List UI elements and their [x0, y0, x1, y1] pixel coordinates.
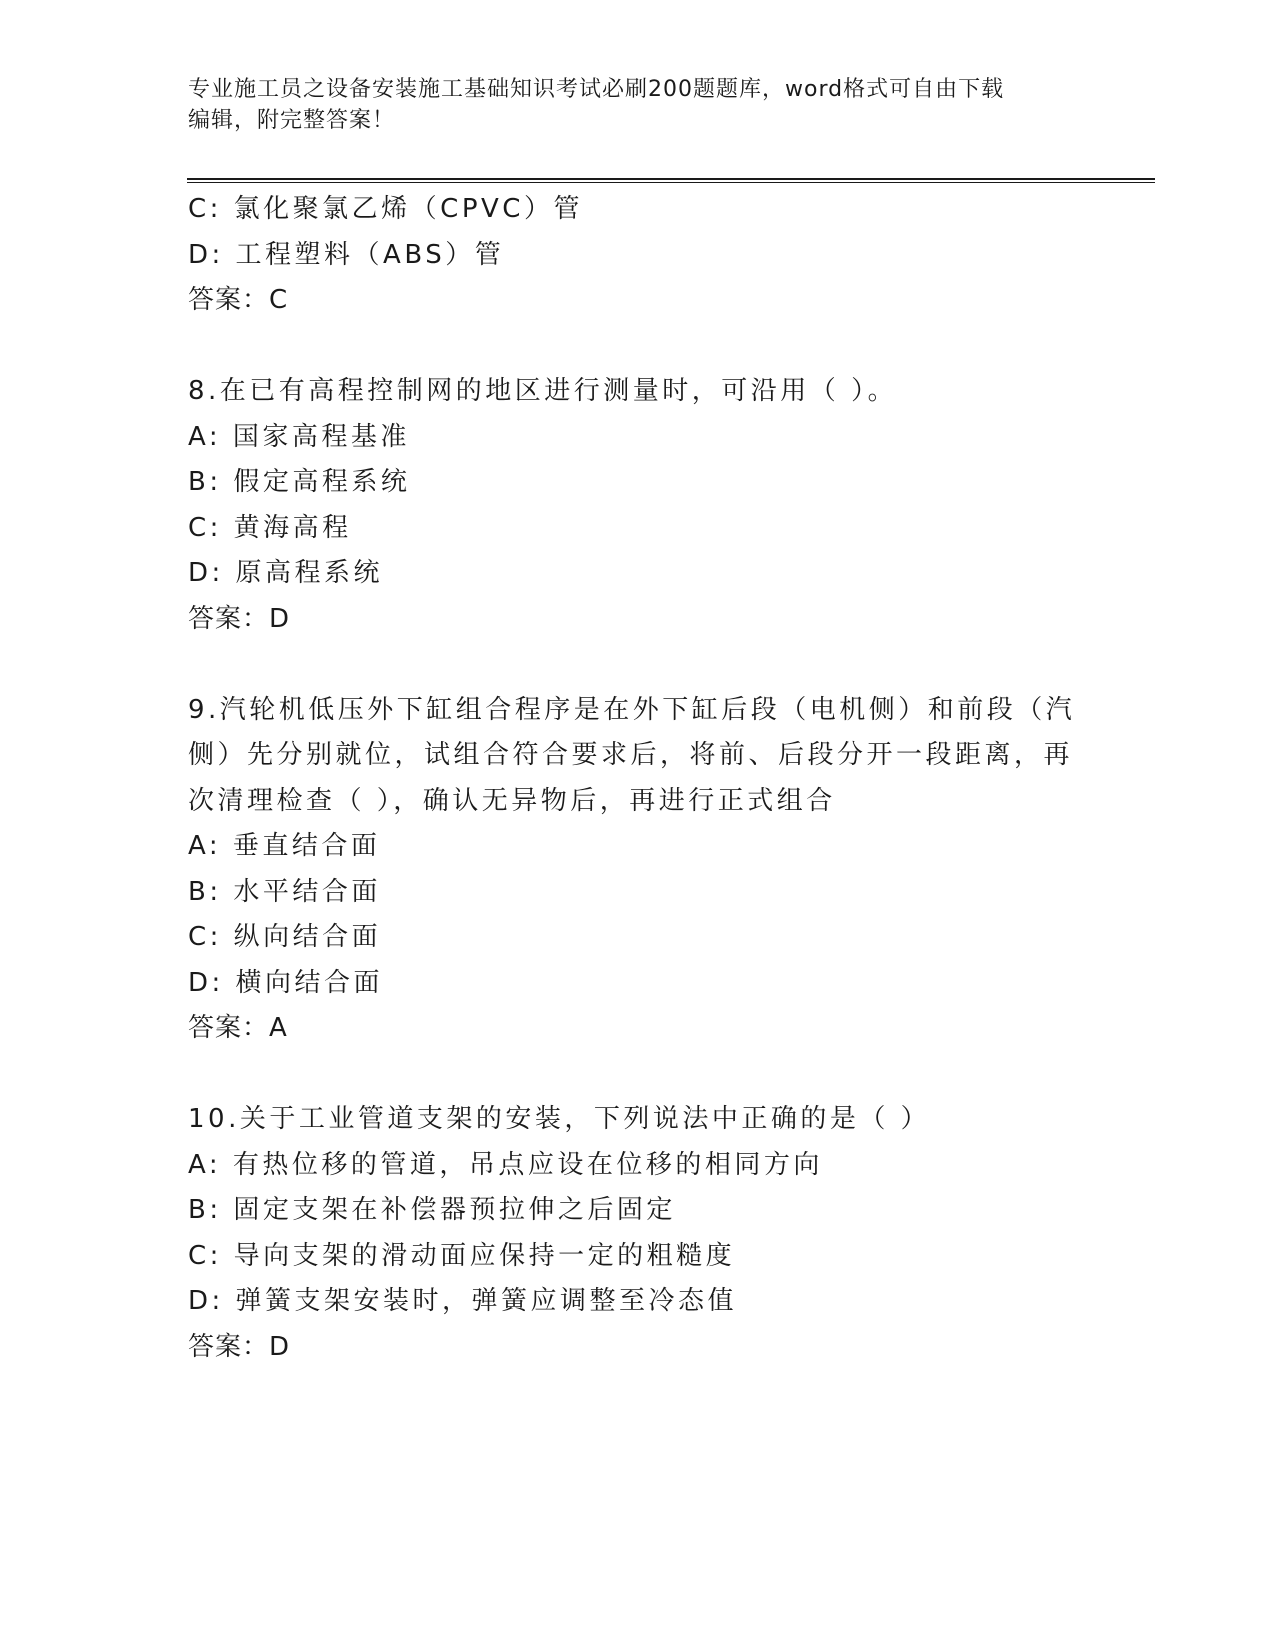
document-header — [188, 74, 1088, 136]
option-d: D: 弹簧支架安装时，弹簧应调整至冷态值 — [188, 1286, 738, 1316]
question-stem: 侧）先分别就位，试组合符合要求后，将前、后段分开一段距离，再 — [188, 740, 1074, 770]
option-a: A: 有热位移的管道，吊点应设在位移的相同方向 — [188, 1149, 823, 1180]
option-a: A: 国家高程基准 — [188, 421, 410, 452]
spacer — [188, 642, 1088, 688]
option-b: B: 固定支架在补偿器预拉伸之后固定 — [188, 1195, 676, 1225]
option-b: B: 假定高程系统 — [188, 467, 411, 497]
option-d: D: 工程塑料（ABS）管 — [188, 239, 505, 270]
answer-line: 答案：C — [188, 285, 289, 315]
question-9 — [188, 688, 1088, 1052]
header-title-line-2: 编辑，附完整答案！ — [188, 108, 396, 133]
question-list — [188, 187, 1088, 1370]
option-c: C: 纵向结合面 — [188, 922, 382, 952]
option-a: A: 垂直结合面 — [188, 831, 381, 861]
answer-line: 答案：D — [188, 1331, 291, 1362]
spacer — [188, 1052, 1088, 1098]
option-c: C: 导向支架的滑动面应保持一定的粗糙度 — [188, 1240, 736, 1271]
question-stem: 8.在已有高程控制网的地区进行测量时，可沿用（ ）。 — [188, 376, 898, 406]
header-divider — [187, 178, 1155, 183]
question-stem: 次清理检查（ ），确认无异物后，再进行正式组合 — [188, 785, 836, 816]
question-stem: 10.关于工业管道支架的安装，下列说法中正确的是（ ） — [188, 1104, 931, 1134]
question-stem: 9.汽轮机低压外下缸组合程序是在外下缸后段（电机侧）和前段（汽 — [188, 694, 1076, 725]
spacer — [188, 324, 1088, 370]
option-c: C: 氯化聚氯乙烯（CPVC）管 — [188, 194, 583, 224]
question-7-continued — [188, 187, 1088, 324]
option-b: B: 水平结合面 — [188, 876, 381, 907]
answer-line: 答案：A — [188, 1013, 288, 1043]
answer-line: 答案：D — [188, 603, 291, 634]
option-d: D: 原高程系统 — [188, 558, 384, 588]
option-d: D: 横向结合面 — [188, 967, 384, 998]
option-c: C: 黄海高程 — [188, 512, 352, 543]
header-title-line-1: 专业施工员之设备安装施工基础知识考试必刷200题题库，word格式可自由下载 — [188, 77, 1005, 102]
question-8 — [188, 369, 1088, 642]
question-10 — [188, 1097, 1088, 1370]
